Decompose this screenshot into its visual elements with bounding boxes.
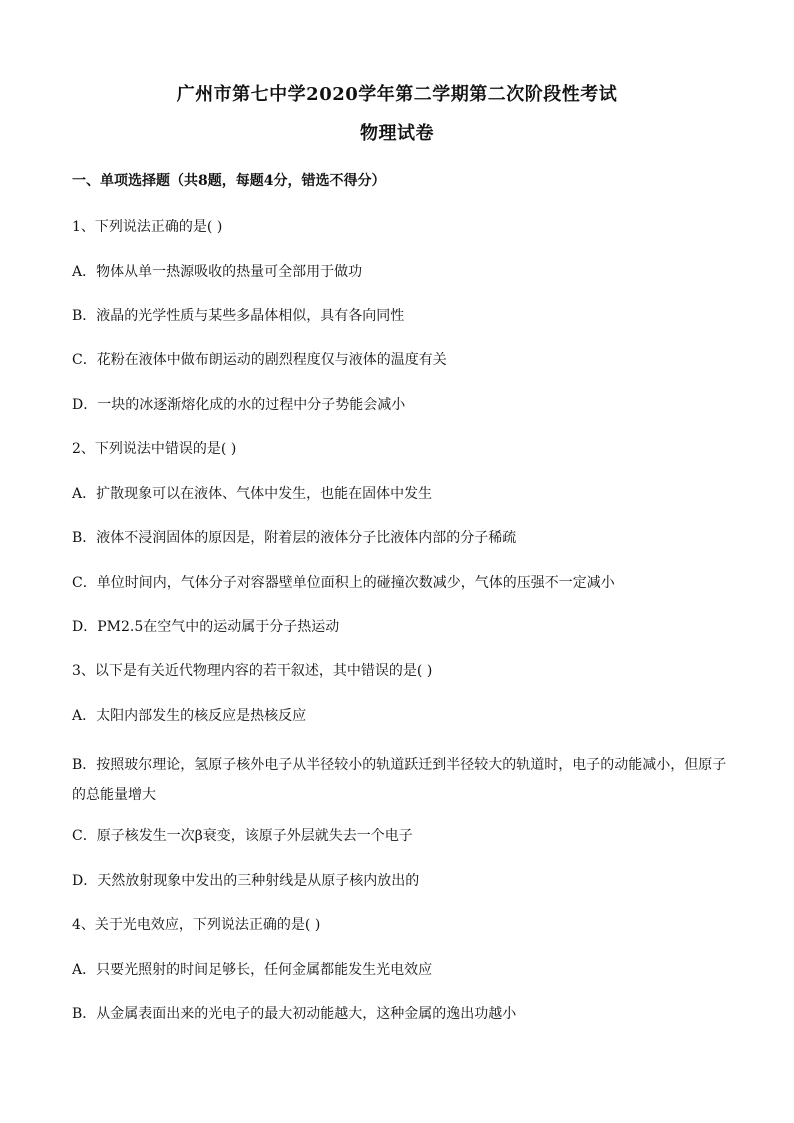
question-3-option-b: B．按照玻尔理论，氢原子核外电子从半径较小的轨道跃迁到半径较大的轨道时，电子的动能减小，但原子的总能量增大 (72, 757, 727, 803)
question-1-option-a: A．物体从单一热源吸收的热量可全部用于做功 (72, 264, 363, 280)
question-1-option-d: D．一块的冰逐渐熔化成的水的过程中分子势能会减小 (72, 397, 406, 413)
question-1-option-c: C．花粉在液体中做布朗运动的剧烈程度仅与液体的温度有关 (72, 352, 447, 368)
exam-subtitle: 物理试卷 (360, 123, 434, 144)
question-2-stem: 2、下列说法中错误的是( ) (72, 441, 237, 457)
question-4-option-b: B．从金属表面出来的光电子的最大初动能越大，这种金属的逸出功越小 (72, 1006, 517, 1022)
exam-title: 广州市第七中学2020学年第二学期第二次阶段性考试 (176, 84, 618, 105)
question-1-stem: 1、下列说法正确的是( ) (72, 219, 223, 235)
question-4-stem: 4、关于光电效应，下列说法正确的是( ) (72, 917, 321, 933)
question-3-stem: 3、以下是有关近代物理内容的若干叙述，其中错误的是( ) (72, 663, 433, 679)
question-2-option-b: B．液体不浸润固体的原因是，附着层的液体分子比液体内部的分子稀疏 (72, 530, 517, 546)
question-2-option-d: D．PM2.5在空气中的运动属于分子热运动 (72, 619, 340, 635)
question-3-option-d: D．天然放射现象中发出的三种射线是从原子核内放出的 (72, 873, 420, 889)
section-heading: 一、单项选择题（共8题，每题4分，错选不得分） (72, 173, 386, 189)
question-2-option-a: A．扩散现象可以在液体、气体中发生，也能在固体中发生 (72, 486, 433, 502)
question-4-option-a: A．只要光照射的时间足够长，任何金属都能发生光电效应 (72, 962, 433, 978)
question-3-option-c: C．原子核发生一次β衰变，该原子外层就失去一个电子 (72, 828, 413, 844)
question-3-option-a: A．太阳内部发生的核反应是热核反应 (72, 708, 307, 724)
question-2-option-c: C．单位时间内，气体分子对容器壁单位面积上的碰撞次数减少，气体的压强不一定减小 (72, 575, 615, 591)
question-1-option-b: B．液晶的光学性质与某些多晶体相似，具有各向同性 (72, 308, 405, 324)
